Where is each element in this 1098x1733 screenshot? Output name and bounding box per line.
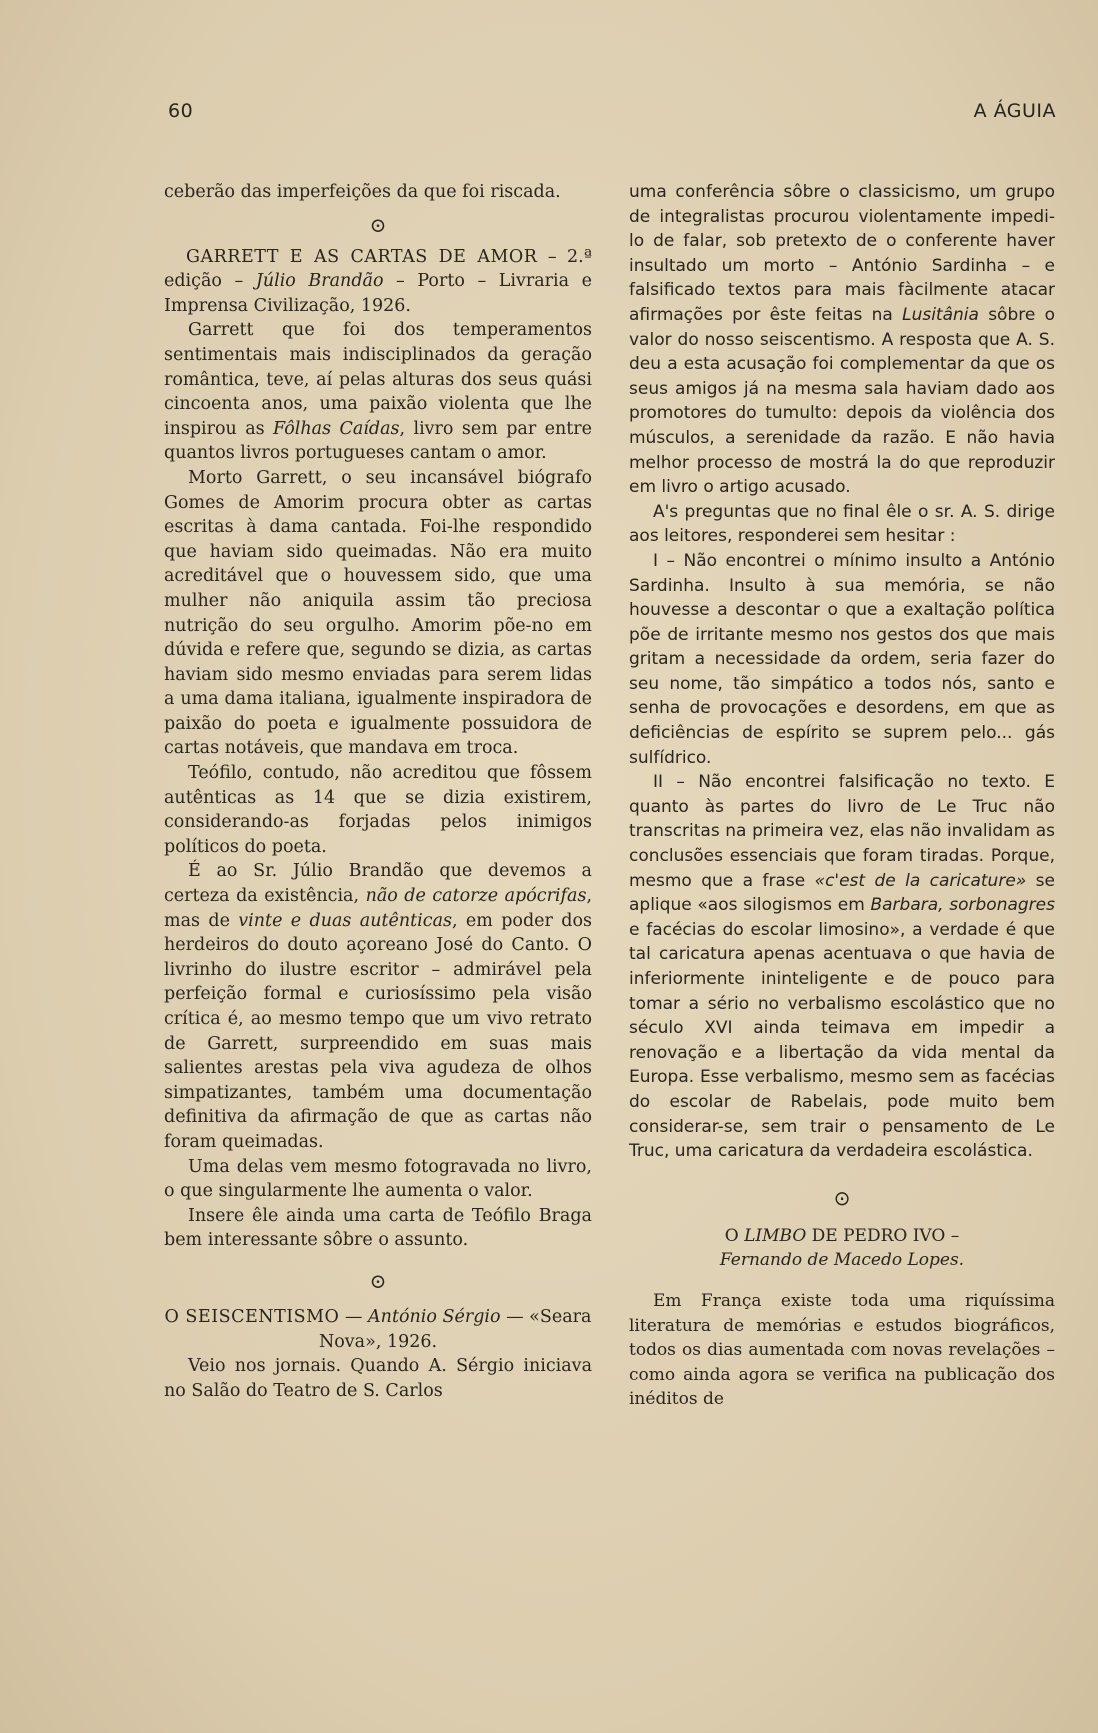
- section-ornament-icon: ⊙: [833, 1185, 851, 1210]
- review-title: O SEISCENTISMO: [164, 1306, 340, 1327]
- review-title: DE PEDRO IVO –: [806, 1225, 960, 1246]
- left-column: [164, 180, 592, 1403]
- paragraph: [164, 318, 592, 466]
- emphasis-text: não de catorze apócrifas: [365, 886, 587, 907]
- section-ornament-icon: ⊙: [369, 1268, 387, 1293]
- review-separator: —: [339, 1306, 369, 1327]
- journal-title: A ÁGUIA: [973, 100, 1056, 122]
- review-author: António Sérgio: [368, 1306, 501, 1327]
- book-title: Fôlhas Caídas: [273, 418, 400, 439]
- paragraph-text: se aplique «aos silogismos em: [629, 870, 1055, 916]
- emphasis-text: Barbara, sorbonagres: [870, 895, 1055, 916]
- paragraph-text: , mas de: [164, 886, 593, 931]
- paragraph-text: , livro sem par entre quantos livros portugueses cantam o amor.: [164, 418, 592, 464]
- paragraph-text: É ao Sr. Júlio Brandão que devemos a certeza da existência,: [164, 861, 592, 907]
- paragraph: Teófilo, contudo, não acreditou que fôssem autênticas as 14 que se dizia existirem, considerando-as forjadas pelos inimigos políticos do poeta.: [164, 763, 592, 857]
- paragraph: Insere êle ainda uma carta de Teófilo Braga bem interessante sôbre o assunto.: [164, 1205, 592, 1251]
- review-title: GARRETT E AS CARTAS DE AMOR: [186, 246, 538, 267]
- right-column: [629, 180, 1055, 1412]
- quotation: «c'est de la caricature»: [814, 870, 1027, 891]
- paragraph: Veio nos jornais. Quando A. Sérgio iniciava no Salão do Teatro de S. Carlos: [164, 1356, 592, 1401]
- review-title: O: [724, 1225, 745, 1246]
- paragraph-text: , em poder dos herdeiros do douto açoreano José do Canto. O livrinho do ilustre escritor – admirável pela perfeição formal e curiosíssimo pela visão crítica é, ao mesmo tempo que um vivo retrato de Garrett, surpreendido em suas mais salientes arestas pela viva agudeza de olhos simpatizantes, também uma documentação definitiva da afirmação de que as cartas não foram queimadas.: [164, 910, 592, 1152]
- paragraph: A's preguntas que no final êle o sr. A. S. dirige aos leitores, responderei sem hesitar :: [629, 501, 1055, 547]
- journal-name: Lusitânia: [902, 304, 979, 325]
- section-ornament-icon: ⊙: [369, 212, 387, 237]
- paragraph: I – Não encontrei o mínimo insulto a António Sardinha. Insulto à sua memória, se não houvesse a descontar o que a exaltação política põe de irritante mesmo nos gestos dos que mais gritam a necessidade da ordem, seria fazer do seu nome, tão simpático a todos nós, santo e senha de provocações e desordens, em que as deficiências de espírito se suprem pelo... gás sulfídrico.: [629, 550, 1055, 768]
- review-author: Fernando de Macedo Lopes.: [719, 1250, 965, 1271]
- emphasis-text: vinte e duas autênticas: [238, 910, 452, 931]
- review-title-italic: LIMBO: [744, 1225, 807, 1246]
- paragraph: [629, 770, 1055, 1164]
- paragraph: Uma delas vem mesmo fotogravada no livro, o que singularmente lhe aumenta o valor.: [164, 1156, 592, 1202]
- paragraph-text: Garrett que foi dos temperamentos sentimentais mais indisciplinados da geração romântica, teve, aí pelas alturas dos seus quási cincoenta anos, uma paixão violenta que lhe inspirou as: [164, 320, 592, 439]
- page-number: 60: [168, 100, 194, 122]
- paragraph-text: e facécias do escolar limosino», a verdade é que tal caricatura apenas acentuava o que havia de inferiormente ininteligente e de pouco para tomar a sério no verbalismo escolástico que no século XVI ainda teimava em impedir a renovação e a libertação da vida mental da Europa. Esse verbalismo, mesmo sem as facécias do escolar de Rabelais, pode muito bem considerar-se, sem trair o pensamento de Le Truc, uma caricatura da verdadeira escolástica.: [629, 919, 1055, 1162]
- review-heading-seiscentismo: [164, 1305, 592, 1354]
- review-author: Júlio Brandão: [255, 271, 384, 292]
- review-heading-limbo: [629, 1224, 1055, 1249]
- paragraph: Morto Garrett, o seu incansável biógrafo Gomes de Amorim procura obter as cartas escritas à dama cantada. Foi-lhe respondido que haviam sido queimadas. Não era muito acreditável que o houvessem sido, que uma mulher não aniquila assim tão preciosa nutrição do seu orgulho. Amorim põe-no em dúvida e refere que, segundo se dizia, as cartas haviam sido mesmo enviadas para serem lidas a uma dama italiana, igualmente inspiradora de paixão do poeta e igualmente possuidora de cartas notáveis, que mandava em troca.: [164, 467, 592, 759]
- paragraph-text: II – Não encontrei falsificação no texto. E quanto às partes do livro de Le Truc não transcritas na primeira vez, elas não invalidam as conclusões essenciais que foram tiradas. Porque, mesmo que a frase: [629, 772, 1055, 891]
- paragraph-text: uma conferência sôbre o classicismo, um grupo de integralistas procurou violentamente impedi-lo de falar, sob pretexto de o conferente haver insultado um morto – António Sardinha – e falsificado textos para mais fàcilmente atacar afirmações por êste feitas na: [629, 182, 1055, 325]
- review-edition: – 2.ª edição –: [164, 246, 592, 292]
- review-publisher: – Porto – Livraria e Imprensa Civilização, 1926.: [164, 271, 592, 316]
- paragraph: Em França existe toda uma riquíssima literatura de memórias e estudos biográficos, todos os dias aumentada com novas revelações – como ainda agora se verifica na publicação dos inéditos de: [629, 1290, 1055, 1410]
- paragraph-text: sôbre o valor do nosso seiscentismo. A resposta que A. S. deu a esta acusação foi complementar da que os seus amigos já na mesma sala haviam dado aos promotores do tumulto: depois da violência dos músculos, a serenidade da razão. E não havia melhor processo de mostrá la do que reproduzir em livro o artigo acusado.: [629, 304, 1055, 498]
- paragraph: [629, 180, 1055, 500]
- paragraph: [164, 859, 592, 1154]
- review-heading-garrett: [164, 245, 592, 319]
- continuation-text: ceberão das imperfeições da que foi riscada.: [164, 182, 561, 202]
- review-publisher: — «Seara Nova», 1926.: [318, 1306, 592, 1352]
